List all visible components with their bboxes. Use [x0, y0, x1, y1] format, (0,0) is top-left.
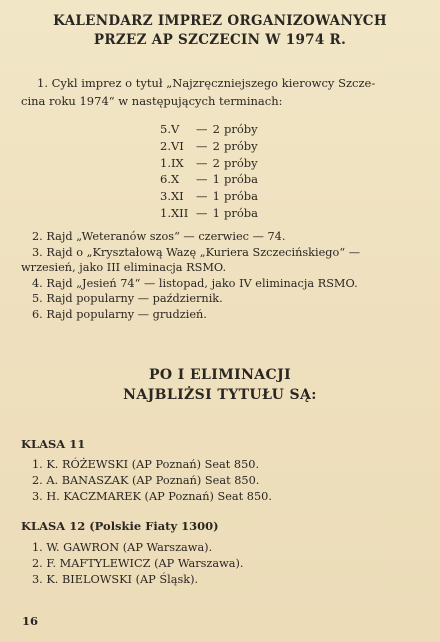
event-item-4: 4. Rajd „Jesień 74“ — listopad, jako IV eliminacja RSMO. — [32, 276, 358, 290]
schedule-count: 1 — [212, 205, 220, 220]
schedule-row — [160, 155, 258, 172]
schedule-date: 5.V — [160, 122, 180, 136]
schedule-unit: próba — [224, 172, 259, 187]
schedule-unit: próba — [224, 205, 259, 220]
schedule-row — [160, 171, 258, 188]
ranking-item: 3. K. BIELOWSKI (AP Śląsk). — [32, 573, 199, 587]
section-heading-line-2: NAJBLIŻSI TYTUŁU SĄ: — [123, 387, 317, 403]
schedule-dash: — — [196, 138, 208, 153]
schedule-unit: próba — [224, 189, 259, 204]
klasa-12-ranking — [32, 540, 244, 589]
ranking-item: 1. W. GAWRON (AP Warszawa). — [32, 541, 213, 554]
schedule-count: 1 — [212, 172, 220, 187]
schedule-date: 6.X — [160, 172, 180, 187]
schedule-dash: — — [196, 205, 208, 220]
event-item-2: 2. Rajd „Weteranów szos“ — czerwiec — 74. — [32, 230, 286, 243]
schedule-date: 1.XII — [160, 205, 189, 220]
schedule-row — [160, 188, 258, 205]
schedule-count: 2 — [212, 138, 220, 153]
schedule-row — [160, 121, 258, 138]
event-item-5: 5. Rajd popularny — październik. — [32, 292, 223, 306]
ranking-item: 3. H. KACZMAREK (AP Poznań) Seat 850. — [32, 490, 272, 504]
schedule-date: 2.VI — [160, 138, 184, 153]
page-title-line-1: KALENDARZ IMPREZ ORGANIZOWANYCH — [53, 13, 387, 29]
klasa-11-heading: KLASA 11 — [21, 437, 86, 451]
schedule-unit: próby — [224, 138, 258, 153]
events-list — [21, 229, 360, 323]
schedule-date: 3.XI — [160, 189, 184, 204]
ranking-item: 2. F. MAFTYLEWICZ (AP Warszawa). — [32, 557, 244, 571]
schedule-unit: próby — [224, 155, 258, 170]
event-item-3: 3. Rajd o „Kryształową Wazę „Kuriera Szczecińskiego“ — — [32, 245, 360, 259]
schedule-dash: — — [196, 172, 208, 187]
ranking-item: 1. K. RÓŻEWSKI (AP Poznań) Seat 850. — [32, 458, 260, 471]
klasa-12-heading: KLASA 12 (Polskie Fiaty 1300) — [21, 519, 219, 533]
event-item-3-continued: wrzesień, jako III eliminacja RSMO. — [21, 261, 227, 275]
event-item-6: 6. Rajd popularny — grudzień. — [32, 307, 207, 321]
schedule-unit: próby — [224, 122, 258, 136]
schedule-row — [160, 138, 258, 155]
ranking-item: 2. A. BANASZAK (AP Poznań) Seat 850. — [32, 474, 260, 488]
schedule-count: 2 — [212, 155, 220, 170]
page-number: 16 — [22, 614, 39, 628]
schedule-row — [160, 205, 258, 222]
section-heading-line-1: PO I ELIMINACJI — [148, 367, 292, 383]
schedule-dash: — — [196, 122, 208, 136]
schedule-count: 1 — [212, 189, 220, 204]
page-title-line-2: PRZEZ AP SZCZECIN W 1974 R. — [93, 32, 347, 48]
schedule-dash: — — [196, 189, 208, 204]
schedule-count: 2 — [212, 122, 220, 136]
intro-line-1: 1. Cykl imprez o tytuł „Najzręczniejszego kierowcy Szcze- — [37, 76, 376, 90]
schedule-dash: — — [196, 155, 208, 170]
intro-line-2: cina roku 1974“ w następujących terminach: — [21, 94, 283, 108]
schedule-date: 1.IX — [160, 155, 184, 170]
klasa-11-ranking — [32, 457, 272, 506]
schedule-list — [160, 121, 258, 222]
